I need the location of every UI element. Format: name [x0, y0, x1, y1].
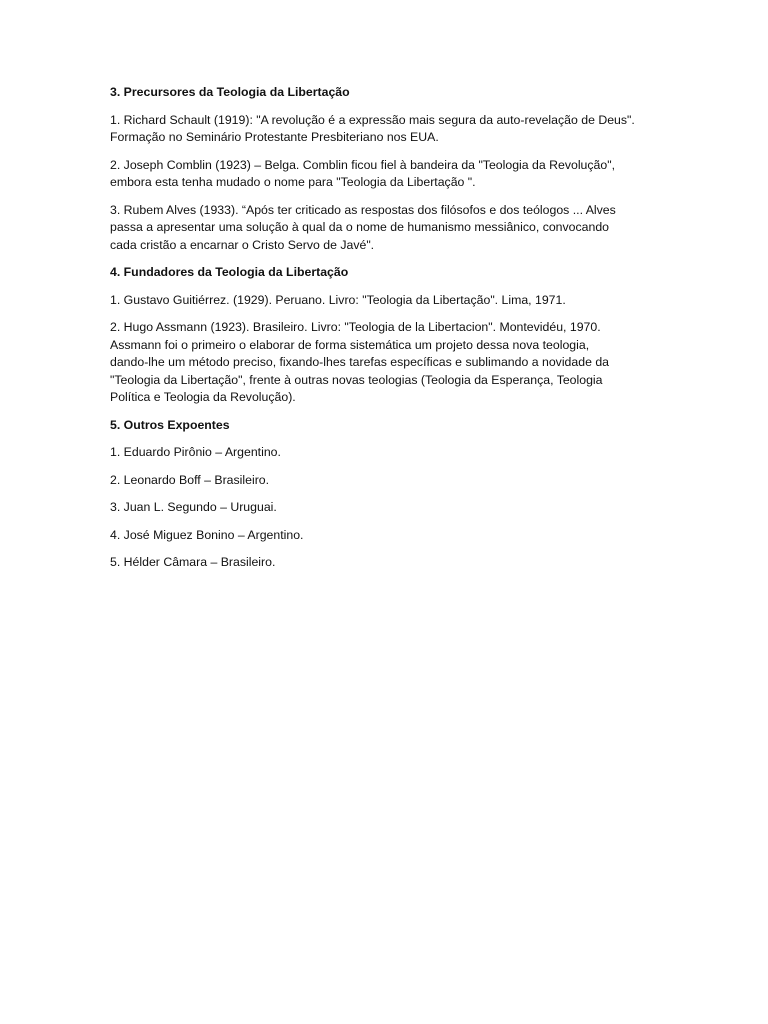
text-line: 2. Hugo Assmann (1923). Brasileiro. Livro: "Teologia de la Libertacion". Montevidéu, 1970. [110, 320, 601, 334]
text-line: dando-lhe um método preciso, fixando-lhes tarefas específicas e sublimando a novidade da [110, 355, 610, 369]
text-line: embora esta tenha mudado o nome para "Teologia da Libertação ". [110, 175, 476, 189]
text-line: cada cristão a encarnar o Cristo Servo de Javé". [110, 237, 375, 252]
list-item [110, 527, 670, 545]
text-line: 3. Juan L. Segundo – Uruguai. [110, 500, 277, 514]
section-precursores [110, 84, 670, 254]
section-heading: 3. Precursores da Teologia da Libertação [110, 85, 350, 99]
text-line: 1. Eduardo Pirônio – Argentino. [110, 445, 281, 459]
text-line: "Teologia da Libertação", frente à outras novas teologias (Teologia da Esperança, Teologia [110, 372, 603, 387]
section-heading: 4. Fundadores da Teologia da Libertação [110, 265, 349, 279]
list-item [110, 499, 670, 517]
list-item [110, 472, 670, 490]
paragraph-item [110, 292, 670, 310]
text-line: 1. Richard Schault (1919): "A revolução é a expressão mais segura da auto-revelação de Deus". [110, 112, 635, 127]
text-line: Formação no Seminário Protestante Presbiteriano nos EUA. [110, 130, 439, 144]
text-line: Assmann foi o primeiro o elaborar de forma sistemática um projeto dessa nova teologia, [110, 337, 590, 352]
paragraph-item [110, 157, 670, 192]
list-item [110, 444, 670, 462]
text-line: passa a apresentar uma solução à qual da o nome de humanismo messiânico, convocando [110, 220, 610, 234]
paragraph-item [110, 319, 670, 407]
section-heading: 5. Outros Expoentes [110, 417, 230, 432]
text-line: 1. Gustavo Guitiérrez. (1929). Peruano. Livro: "Teologia da Libertação". Lima, 1971. [110, 292, 566, 307]
section-fundadores [110, 264, 670, 407]
text-line: 2. Joseph Comblin (1923) – Belga. Comblin ficou fiel à bandeira da "Teologia da Revolução", [110, 157, 616, 172]
text-line: 2. Leonardo Boff – Brasileiro. [110, 472, 270, 487]
text-line: 4. José Miguez Bonino – Argentino. [110, 527, 304, 542]
list-item [110, 554, 670, 572]
paragraph-item [110, 202, 670, 255]
text-line: 3. Rubem Alves (1933). “Após ter criticado as respostas dos filósofos e dos teólogos ... Alves [110, 202, 616, 217]
paragraph-item [110, 112, 670, 147]
section-outros-expoentes [110, 417, 670, 572]
document-page [110, 84, 670, 582]
text-line: 5. Hélder Câmara – Brasileiro. [110, 555, 276, 569]
text-line: Política e Teologia da Revolução). [110, 390, 296, 404]
